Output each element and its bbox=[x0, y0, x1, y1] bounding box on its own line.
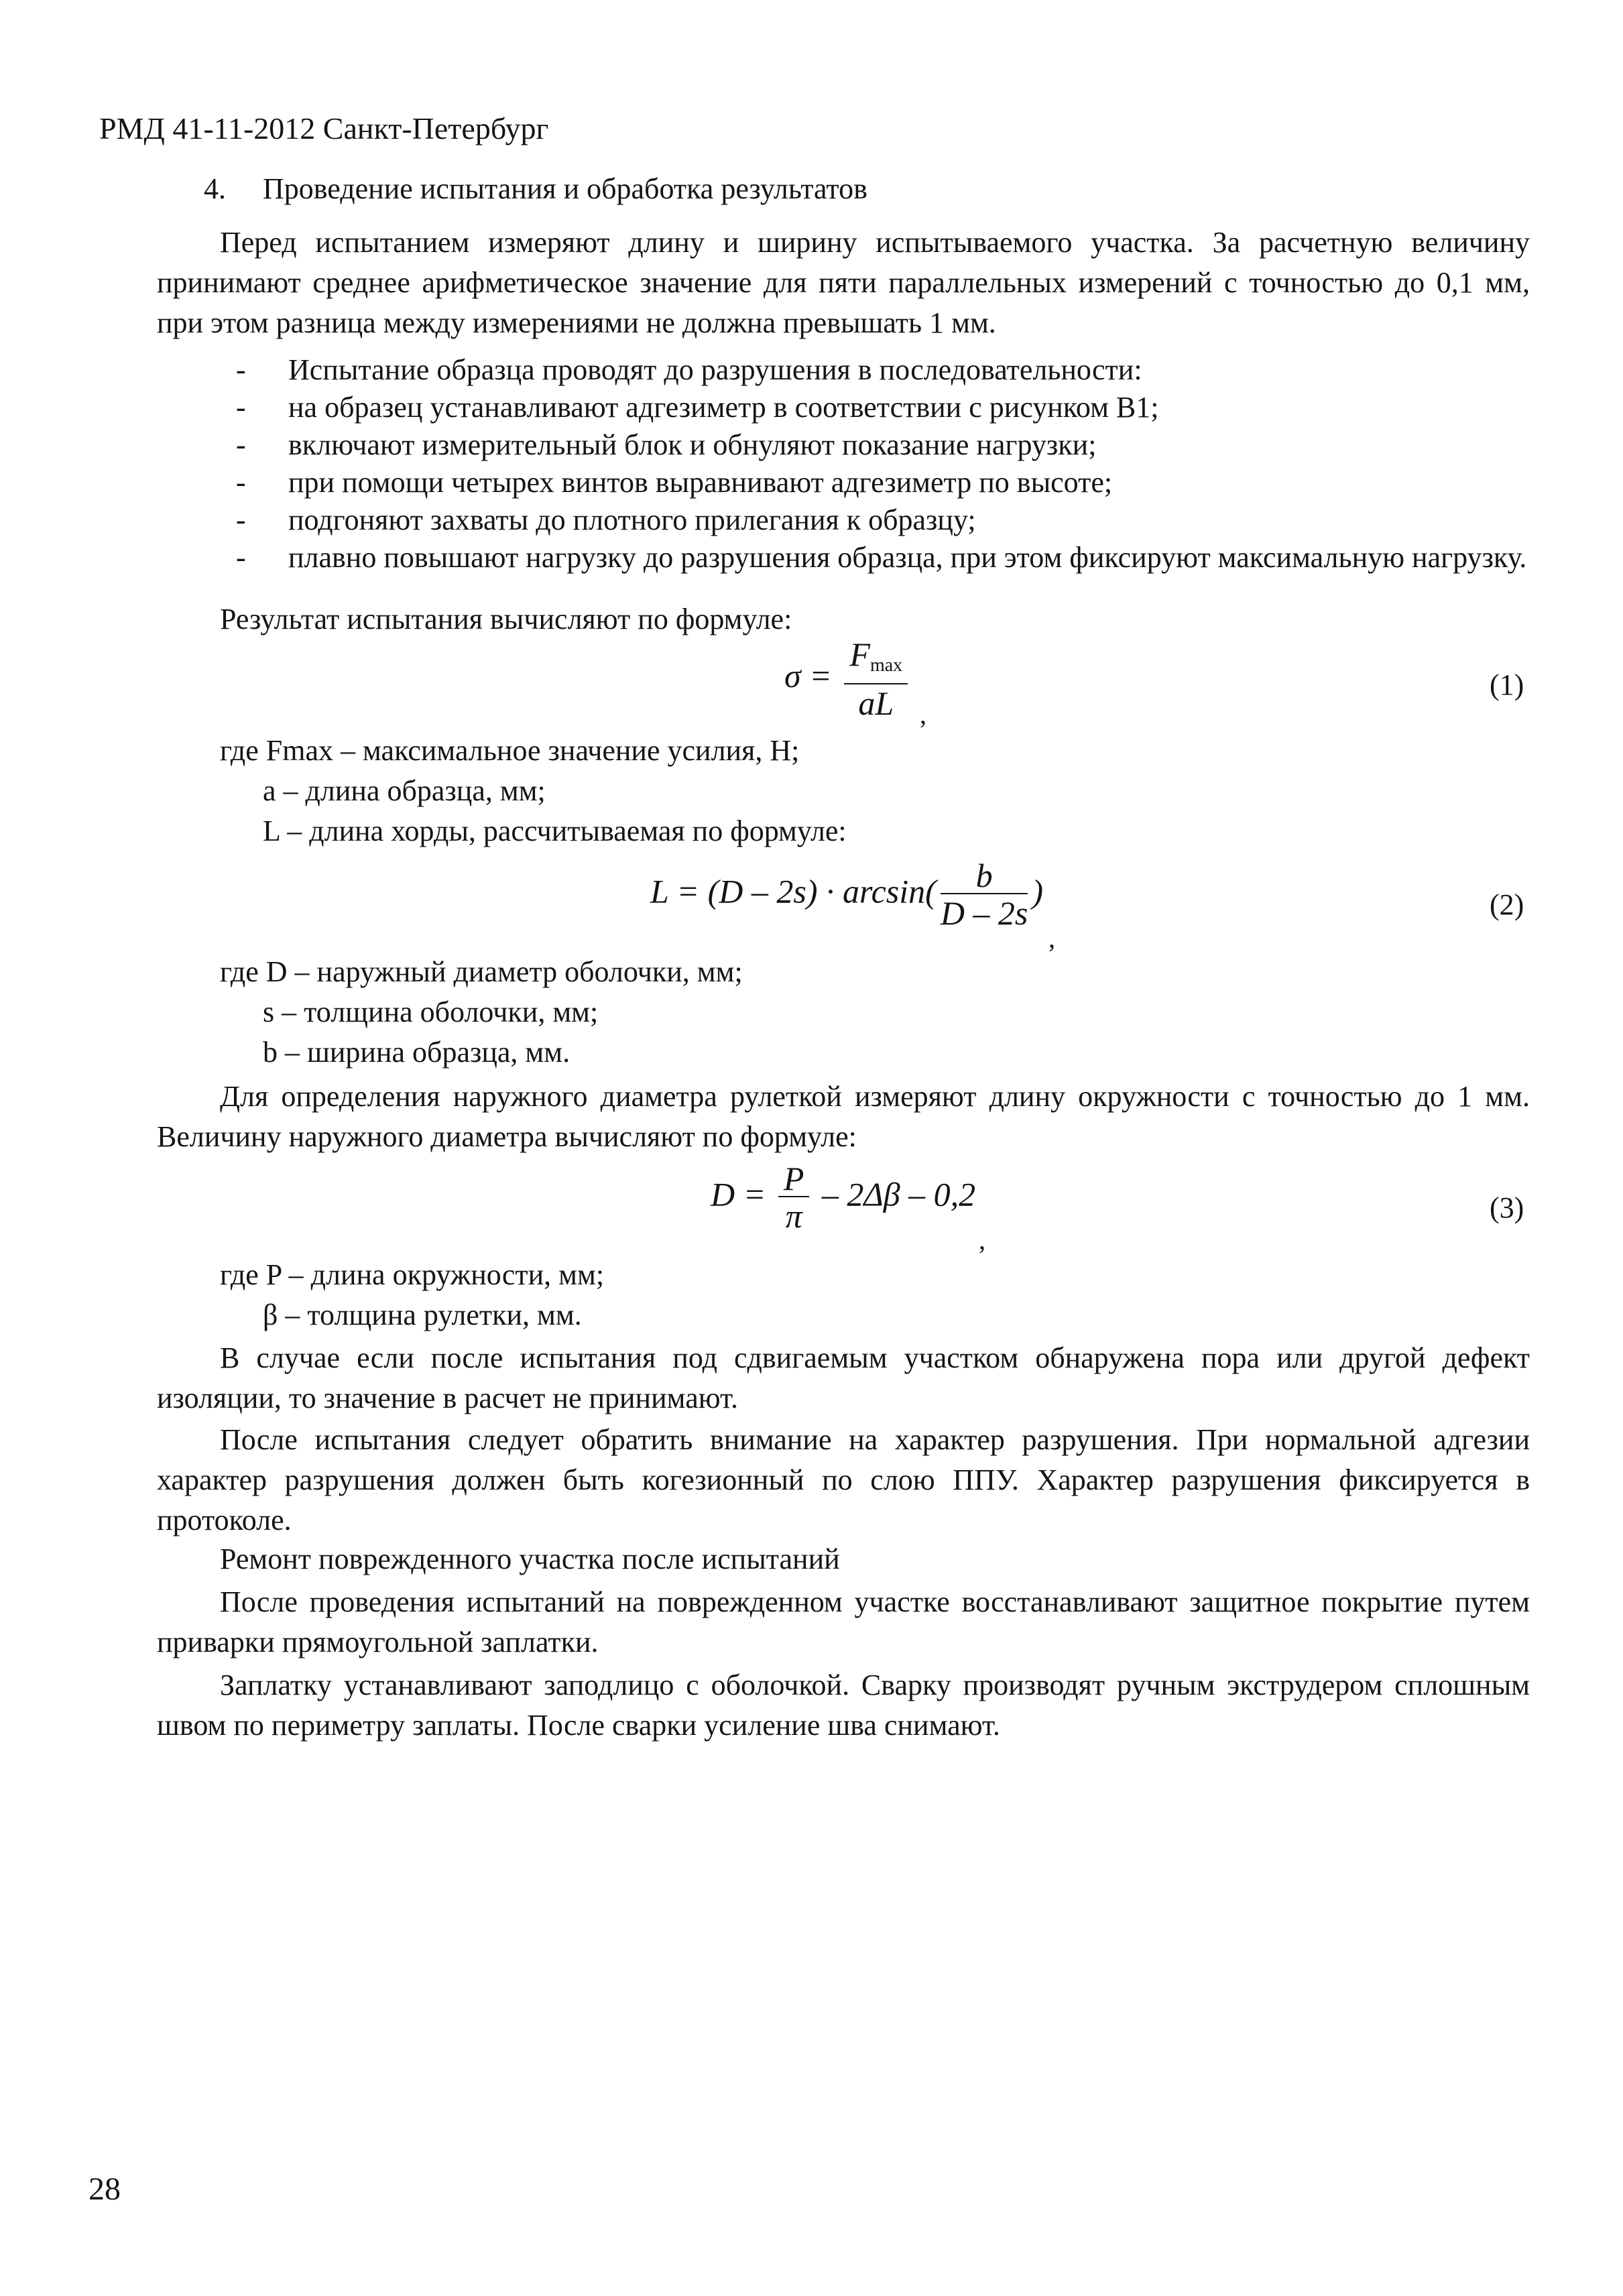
where-s: s – толщина оболочки, мм; bbox=[263, 995, 599, 1028]
dash-marker: - bbox=[236, 466, 246, 499]
dash-marker: - bbox=[236, 503, 246, 536]
paragraph-repair-1: После проведения испытаний на поврежденном участке восстанавливают защитное покрытие путем приварки прямоугольной заплатки. bbox=[157, 1585, 1530, 1658]
where-beta: β – толщина рулетки, мм. bbox=[263, 1298, 582, 1331]
dash-marker: - bbox=[236, 428, 246, 461]
list-item: - плавно повышают нагрузку до разрушения образца, при этом фиксируют максимальную нагрузку. bbox=[236, 539, 1530, 577]
test-steps-list bbox=[236, 351, 1530, 577]
list-item: - включают измерительный блок и обнуляют показание нагрузки; bbox=[236, 426, 1530, 464]
paragraph-measurement: Перед испытанием измеряют длину и ширину испытываемого участка. За расчетную величину принимают среднее арифметическое значение для пяти параллельных измерений с точностью до 0,1 мм, при этом разница между измерениями не должна превышать 1 мм. bbox=[157, 226, 1530, 339]
repair-heading: Ремонт поврежденного участка после испытаний bbox=[220, 1543, 840, 1575]
formula-comma: , bbox=[920, 699, 926, 729]
dash-marker: - bbox=[236, 541, 246, 574]
list-item: - при помощи четырех винтов выравнивают адгезиметр по высоте; bbox=[236, 464, 1530, 501]
section-title: Проведение испытания и обработка результатов bbox=[263, 172, 867, 205]
list-item: - Испытание образца проводят до разрушения в последовательности: bbox=[236, 351, 1530, 389]
equation-number-3: (3) bbox=[1490, 1191, 1524, 1224]
paragraph-defect: В случае если после испытания под сдвигаемым участком обнаружена пора или другой дефект изоляции, то значение в расчет не принимают. bbox=[157, 1341, 1530, 1414]
where-p: где P – длина окружности, мм; bbox=[220, 1258, 605, 1291]
formula-3: D = $\frac{P}{\pi}$ – 2Δβ – 0,2 bbox=[711, 1160, 976, 1235]
equation-number-2: (2) bbox=[1490, 888, 1524, 921]
result-intro: Результат испытания вычисляют по формуле: bbox=[220, 603, 792, 636]
where-b: b – ширина образца, мм. bbox=[263, 1036, 570, 1069]
where-a: a – длина образца, мм; bbox=[263, 774, 546, 807]
formula-2: L = (D – 2s) · arcsin( $\frac{b}{D - 2s}$ ) bbox=[650, 857, 1044, 932]
list-item: - подгоняют захваты до плотного прилегания к образцу; bbox=[236, 501, 1530, 539]
equation-number-1: (1) bbox=[1490, 668, 1524, 701]
document-header: РМД 41-11-2012 Санкт-Петербург bbox=[99, 111, 549, 145]
list-item: - на образец устанавливают адгезиметр в соответствии с рисунком В1; bbox=[236, 389, 1530, 426]
dash-marker: - bbox=[236, 391, 246, 424]
paragraph-repair-2: Заплатку устанавливают заподлицо с оболочкой. Сварку производят ручным экструдером сплошным швом по периметру заплаты. После сварки усиление шва снимают. bbox=[157, 1669, 1530, 1742]
where-fmax: где Fmax – максимальное значение усилия, Н; bbox=[220, 734, 800, 767]
where-d: где D – наружный диаметр оболочки, мм; bbox=[220, 955, 743, 988]
formula-1: σ = $\frac{F_{max}}{aL}$ bbox=[784, 637, 912, 722]
fraction: $\frac{P}{\pi}$ bbox=[778, 1161, 810, 1235]
section-number: 4. bbox=[204, 172, 226, 205]
fraction: $\frac{b}{D - 2s}$ bbox=[940, 857, 1028, 932]
fraction: $\frac{F_{max}}{aL}$ bbox=[844, 637, 908, 722]
paragraph-diameter: Для определения наружного диаметра рулеткой измеряют длину окружности с точностью до 1 мм. Величину наружного диаметра вычисляют по формуле: bbox=[157, 1080, 1530, 1153]
dash-marker: - bbox=[236, 353, 246, 386]
page-number: 28 bbox=[88, 2171, 121, 2207]
formula-comma: , bbox=[979, 1225, 985, 1255]
formula-comma: , bbox=[1048, 923, 1055, 953]
where-l: L – длина хорды, рассчитываемая по формуле: bbox=[263, 814, 847, 847]
paragraph-failure: После испытания следует обратить внимание на характер разрушения. При нормальной адгезии характер разрушения должен быть когезионный по слою ППУ. Характер разрушения фиксируется в протоколе. bbox=[157, 1423, 1530, 1536]
